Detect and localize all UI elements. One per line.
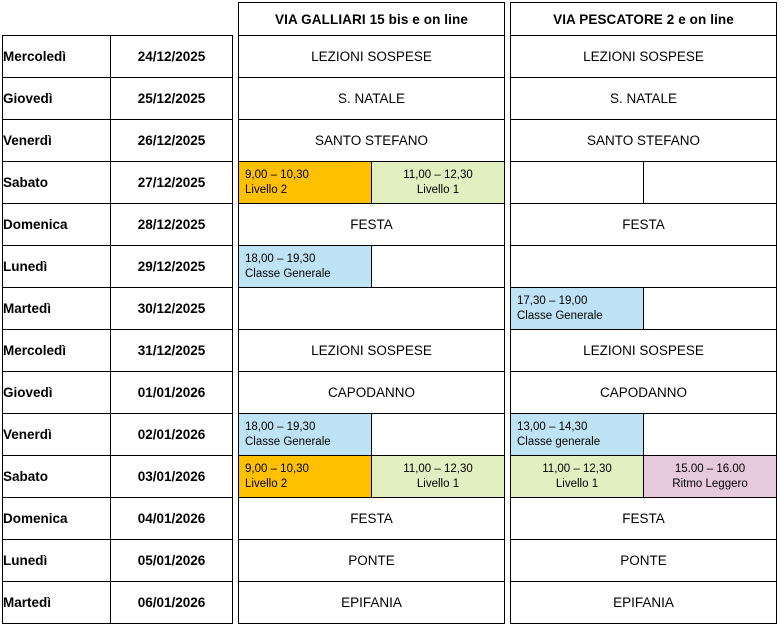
row-date-label: 25/12/2025 [111,78,233,120]
galliari-slot-b-time: 11,00 – 12,30 [403,463,473,476]
header-day-spacer [3,3,111,36]
table-row [3,498,777,540]
galliari-cell[interactable]: PONTE [239,540,505,582]
galliari-slot-a-label: Livello 2 [245,477,288,490]
pescatore-slot-b[interactable] [644,414,777,456]
table-header-row [3,3,777,36]
pescatore-cell[interactable]: SANTO STEFANO [511,120,777,162]
pescatore-cell[interactable]: LEZIONI SOSPESE [511,36,777,78]
galliari-slot-a[interactable] [239,246,372,288]
row-date-label: 03/01/2026 [111,456,233,498]
pescatore-slot-a-time: 17,30 – 19,00 [517,295,588,308]
pescatore-slot-b[interactable] [644,456,777,498]
row-day-label: Mercoledì [3,36,111,78]
venue-header-galliari: VIA GALLIARI 15 bis e on line [239,3,505,36]
row-day-label: Mercoledì [3,330,111,372]
table-row [3,456,777,498]
row-day-label: Martedì [3,288,111,330]
row-day-label: Sabato [3,456,111,498]
galliari-slot-a[interactable] [239,162,372,204]
galliari-slot-b-time: 11,00 – 12,30 [403,169,473,182]
table-row [3,540,777,582]
table-row [3,246,777,288]
galliari-slot-b[interactable] [372,162,505,204]
row-date-label: 01/01/2026 [111,372,233,414]
pescatore-cell[interactable] [511,246,777,288]
row-day-label: Venerdì [3,414,111,456]
galliari-slot-a-time: 9,00 – 10,30 [245,463,309,476]
row-date-label: 05/01/2026 [111,540,233,582]
schedule-sheet [0,2,784,629]
row-day-label: Giovedì [3,78,111,120]
pescatore-slot-a[interactable] [511,288,644,330]
galliari-cell[interactable]: SANTO STEFANO [239,120,505,162]
table-row [3,414,777,456]
galliari-cell[interactable]: FESTA [239,498,505,540]
pescatore-slot-b[interactable] [644,162,777,204]
table-row [3,36,777,78]
galliari-slot-a-label: Classe Generale [245,267,331,280]
row-date-label: 27/12/2025 [111,162,233,204]
header-date-spacer [111,3,233,36]
row-day-label: Lunedì [3,246,111,288]
galliari-slot-b-label: Livello 1 [416,477,460,490]
row-day-label: Domenica [3,498,111,540]
table-row [3,288,777,330]
pescatore-cell[interactable]: FESTA [511,204,777,246]
pescatore-cell[interactable]: PONTE [511,540,777,582]
pescatore-slot-a-label: Classe Generale [517,309,603,322]
galliari-cell[interactable]: LEZIONI SOSPESE [239,36,505,78]
pescatore-slot-a[interactable] [511,456,644,498]
pescatore-slot-a[interactable] [511,162,644,204]
row-date-label: 29/12/2025 [111,246,233,288]
table-row [3,162,777,204]
galliari-slot-b[interactable] [372,456,505,498]
table-row [3,582,777,624]
galliari-slot-b[interactable] [372,246,505,288]
galliari-slot-a-time: 9,00 – 10,30 [245,169,309,182]
pescatore-slot-a-label: Livello 1 [555,477,599,490]
galliari-slot-a-time: 18,00 – 19,30 [245,421,316,434]
row-date-label: 04/01/2026 [111,498,233,540]
pescatore-slot-a-label: Classe generale [517,435,601,448]
table-row [3,330,777,372]
galliari-slot-a-label: Classe Generale [245,435,331,448]
row-day-label: Giovedì [3,372,111,414]
galliari-cell[interactable]: LEZIONI SOSPESE [239,330,505,372]
row-date-label: 24/12/2025 [111,36,233,78]
galliari-slot-b-label: Livello 1 [416,183,460,196]
pescatore-cell[interactable]: CAPODANNO [511,372,777,414]
pescatore-cell[interactable]: LEZIONI SOSPESE [511,330,777,372]
pescatore-slot-b-time: 15.00 – 16.00 [674,463,746,476]
row-date-label: 31/12/2025 [111,330,233,372]
galliari-slot-a[interactable] [239,414,372,456]
row-day-label: Martedì [3,582,111,624]
row-day-label: Lunedì [3,540,111,582]
row-day-label: Venerdì [3,120,111,162]
table-row [3,120,777,162]
pescatore-cell[interactable]: EPIFANIA [511,582,777,624]
pescatore-slot-a-time: 11,00 – 12,30 [542,463,612,476]
galliari-cell[interactable]: FESTA [239,204,505,246]
galliari-slot-a[interactable] [239,456,372,498]
galliari-slot-b[interactable] [372,414,505,456]
row-day-label: Sabato [3,162,111,204]
galliari-cell[interactable]: CAPODANNO [239,372,505,414]
table-row [3,204,777,246]
galliari-cell[interactable]: S. NATALE [239,78,505,120]
pescatore-slot-a-time: 13,00 – 14,30 [517,421,588,434]
table-row [3,372,777,414]
row-day-label: Domenica [3,204,111,246]
table-row [3,78,777,120]
row-date-label: 26/12/2025 [111,120,233,162]
row-date-label: 06/01/2026 [111,582,233,624]
pescatore-cell[interactable]: FESTA [511,498,777,540]
pescatore-slot-b-label: Ritmo Leggero [672,477,748,490]
galliari-slot-a-time: 18,00 – 19,30 [245,253,316,266]
row-date-label: 02/01/2026 [111,414,233,456]
pescatore-cell[interactable]: S. NATALE [511,78,777,120]
schedule-table [2,2,777,624]
galliari-cell[interactable]: EPIFANIA [239,582,505,624]
galliari-slot-a-label: Livello 2 [245,183,288,196]
pescatore-slot-a[interactable] [511,414,644,456]
galliari-cell[interactable] [239,288,505,330]
row-date-label: 28/12/2025 [111,204,233,246]
row-date-label: 30/12/2025 [111,288,233,330]
venue-header-pescatore: VIA PESCATORE 2 e on line [511,3,777,36]
pescatore-slot-b[interactable] [644,288,777,330]
